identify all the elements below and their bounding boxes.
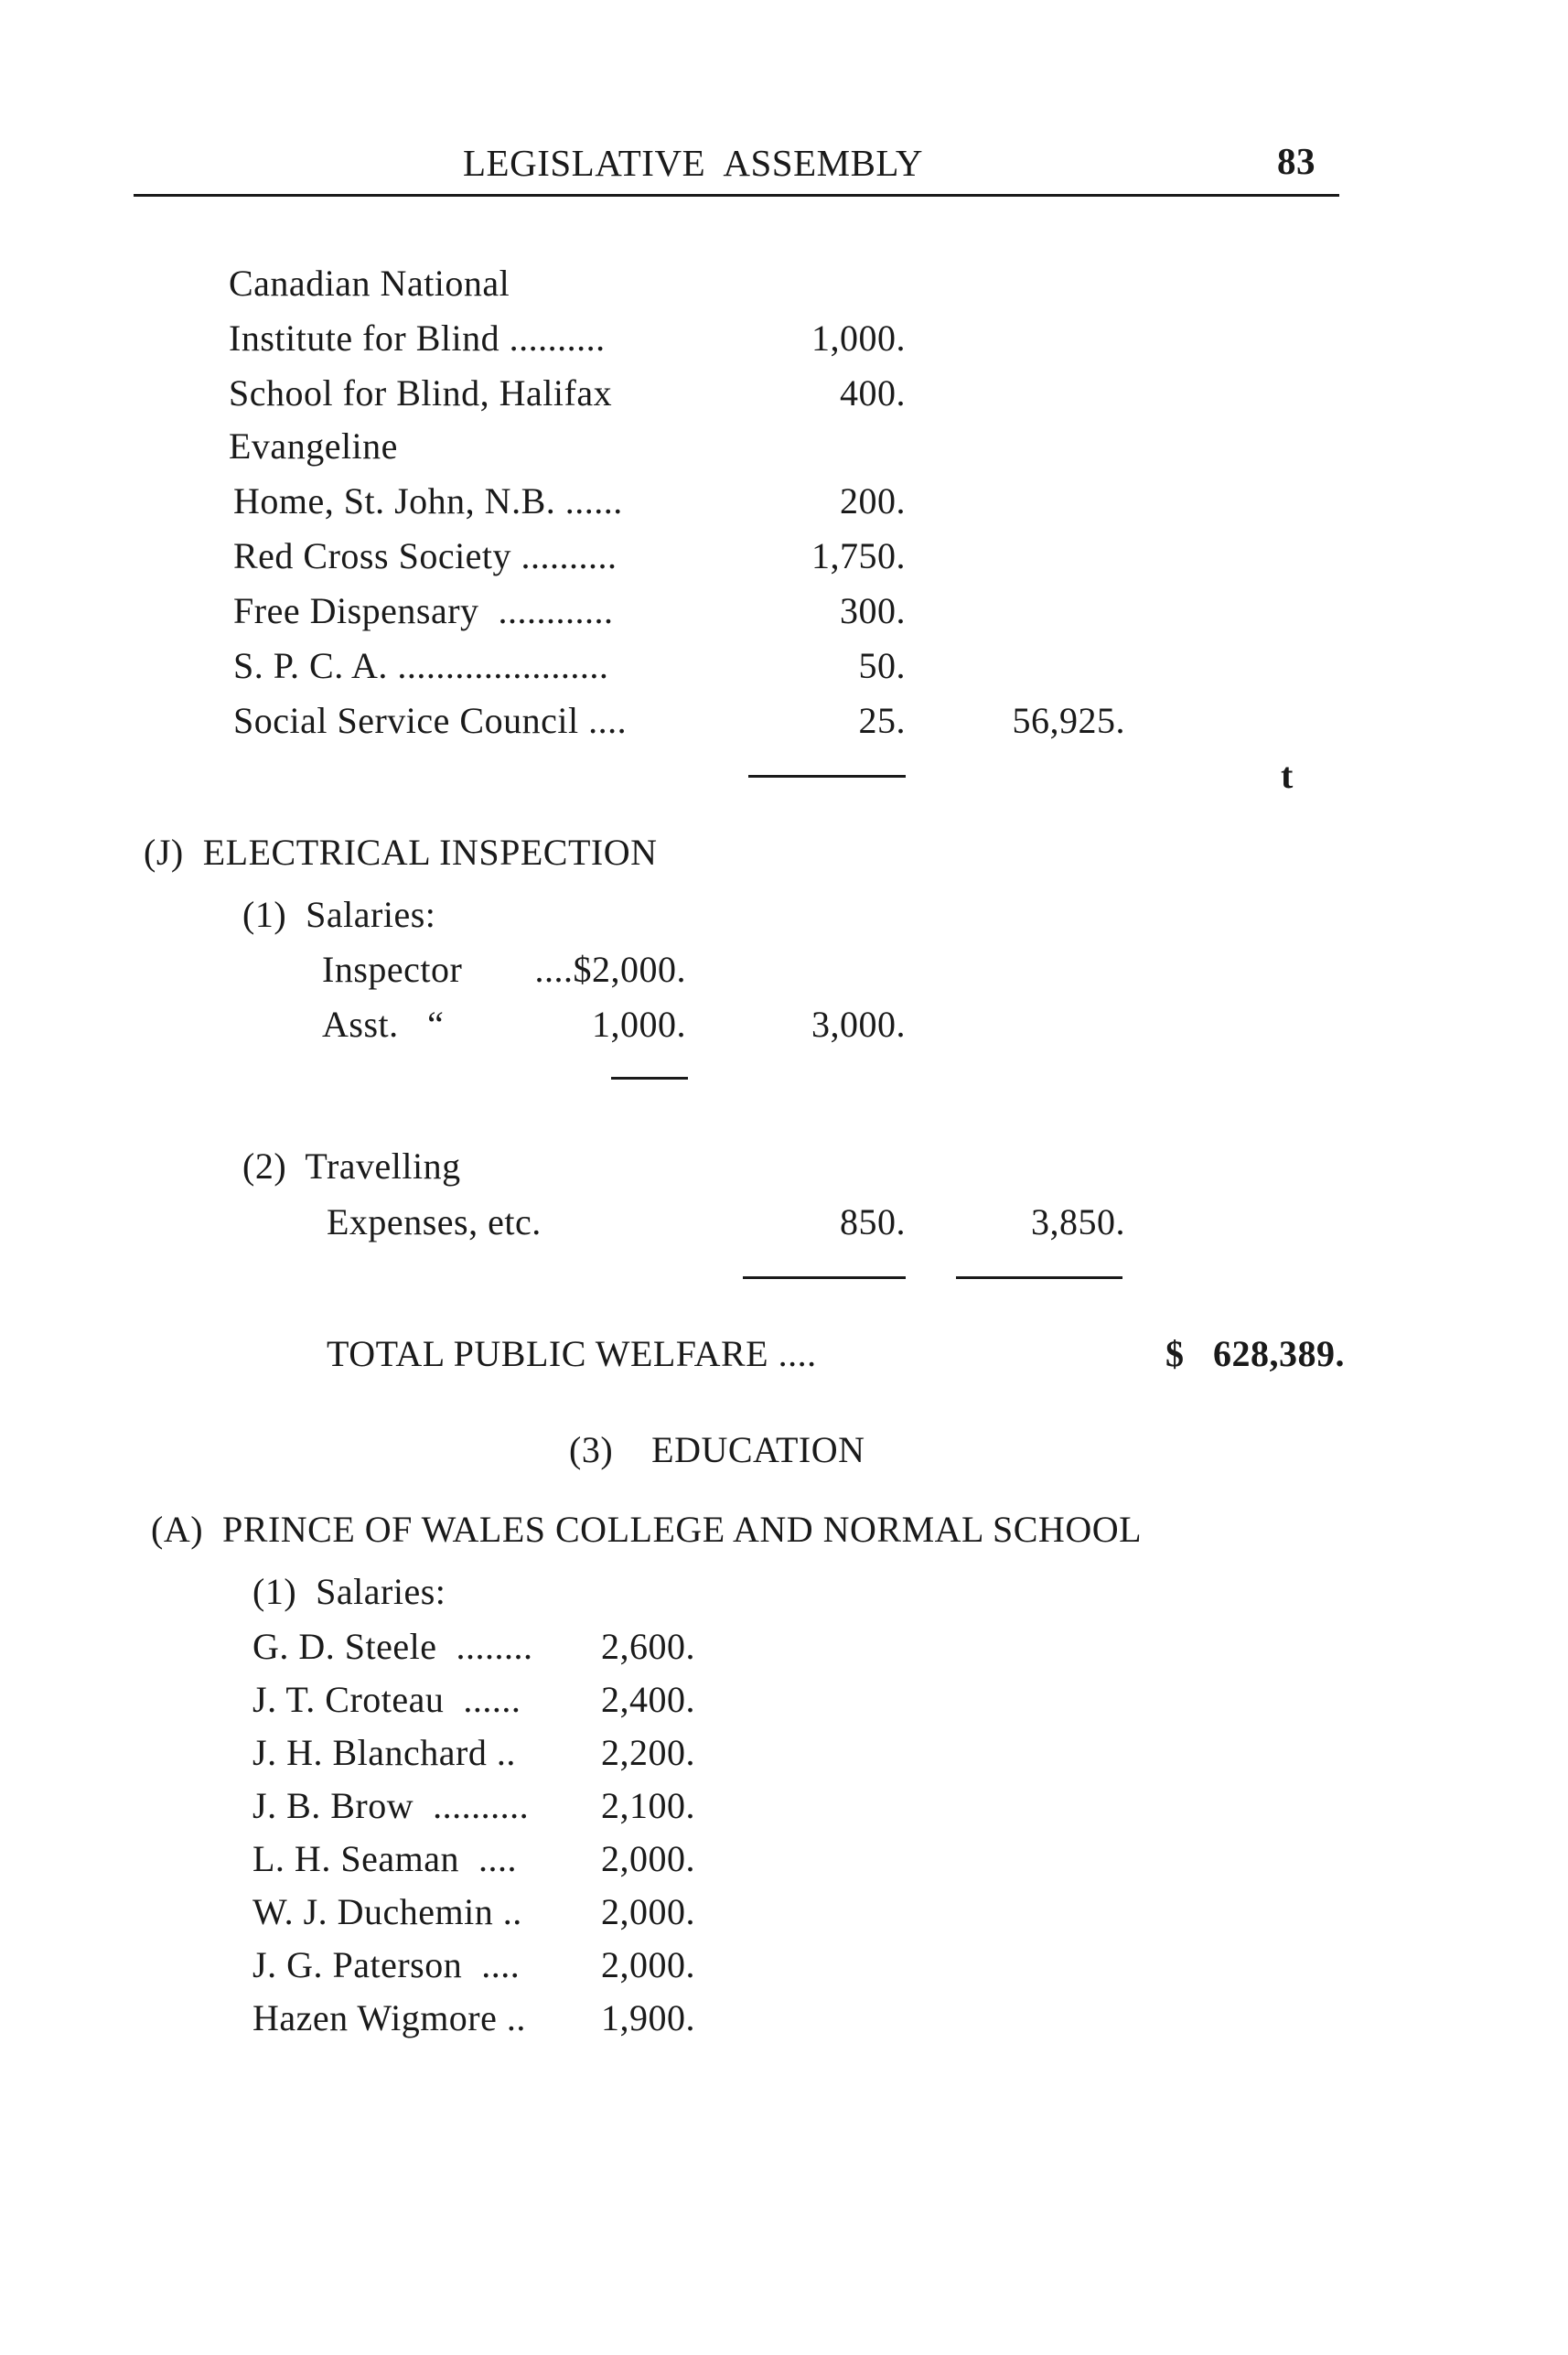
staff-amount: 2,200. [601,1732,695,1773]
subsection-label: (2) Travelling [242,1145,461,1187]
line-item-amount: ....$2,000. [534,949,686,990]
line-item-label: Expenses, etc. [327,1201,542,1242]
line-item-amount: 1,000. [592,1004,686,1045]
page-number: 83 [1277,140,1316,182]
staff-name: Hazen Wigmore .. [252,1997,526,2038]
list-item-amount: 1,750. [811,535,906,576]
staff-name: L. H. Seaman .... [252,1838,517,1879]
staff-amount: 1,900. [601,1997,695,2038]
header-rule [134,194,1339,197]
list-item-label: School for Blind, Halifax [229,372,613,414]
list-item-amount: 400. [840,372,906,414]
staff-amount: 2,100. [601,1785,695,1826]
subtotal-amount: 3,000. [811,1004,906,1045]
grand-total-amount: $ 628,389. [1165,1333,1345,1374]
list-item-amount: 300. [840,590,906,631]
college-heading: (A) PRINCE OF WALES COLLEGE AND NORMAL SCHOOL [151,1509,1143,1550]
staff-amount: 2,000. [601,1838,695,1879]
staff-amount: 2,600. [601,1626,695,1667]
staff-name: W. J. Duchemin .. [252,1891,522,1932]
staff-name: J. H. Blanchard .. [252,1732,516,1773]
subsection-label: (1) Salaries: [242,894,436,935]
grand-total-label: TOTAL PUBLIC WELFARE .... [327,1333,817,1374]
list-item-label: Red Cross Society .......... [233,535,618,576]
staff-amount: 2,000. [601,1944,695,1985]
staff-amount: 2,000. [601,1891,695,1932]
line-item-label: Inspector [322,949,463,990]
section-total: 56,925. [1012,700,1125,741]
staff-amount: 2,400. [601,1679,695,1720]
list-item-amount: 1,000. [811,317,906,359]
sum-rule [748,775,906,778]
section-heading: (J) ELECTRICAL INSPECTION [144,832,658,873]
sum-rule [956,1276,1122,1279]
list-item-label: Canadian National [229,263,510,304]
running-header-title: LEGISLATIVE ASSEMBLY [463,142,923,184]
staff-name: G. D. Steele ........ [252,1626,533,1667]
list-item-label: Free Dispensary ............ [233,590,614,631]
list-item-label: Institute for Blind .......... [229,317,606,359]
subsection-label: (1) Salaries: [252,1571,446,1612]
sum-rule [743,1276,906,1279]
staff-name: J. B. Brow .......... [252,1785,530,1826]
list-item-amount: 50. [858,645,906,686]
section-total: 3,850. [1031,1201,1125,1242]
list-item-label: Social Service Council .... [233,700,628,741]
sum-rule [611,1077,688,1080]
staff-name: J. G. Paterson .... [252,1944,521,1985]
stray-mark: t [1281,755,1294,796]
line-item-amount: 850. [840,1201,906,1242]
list-item-label: Home, St. John, N.B. ...... [233,480,623,522]
list-item-label: Evangeline [229,425,398,467]
line-item-label: Asst. “ [322,1004,445,1045]
list-item-amount: 25. [858,700,906,741]
list-item-amount: 200. [840,480,906,522]
list-item-label: S. P. C. A. ...................... [233,645,609,686]
education-heading: (3) EDUCATION [569,1429,865,1470]
staff-name: J. T. Croteau ...... [252,1679,521,1720]
